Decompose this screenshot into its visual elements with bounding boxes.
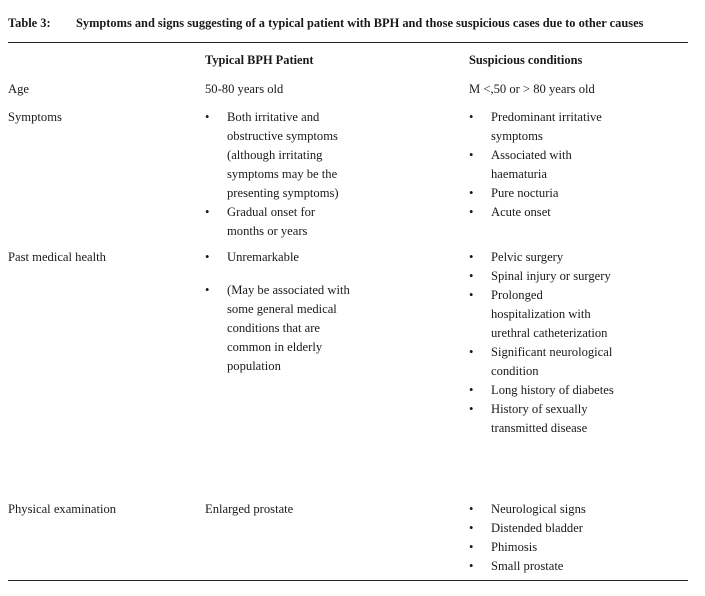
header-suspicious: Suspicious conditions bbox=[469, 53, 583, 67]
list-item: • Small prostate bbox=[469, 557, 679, 576]
past-medical-typical bbox=[205, 248, 355, 376]
bullet-icon: • bbox=[469, 205, 474, 219]
bullet-icon: • bbox=[469, 288, 474, 302]
symptoms-suspicious bbox=[469, 108, 679, 222]
list-item: • Distended bladder bbox=[469, 519, 679, 538]
physical-exam-suspicious bbox=[469, 500, 679, 576]
list-item: • Pelvic surgery bbox=[469, 248, 679, 267]
list-item: • Associated with haematuria bbox=[469, 148, 572, 181]
list-item: • Spinal injury or surgery bbox=[469, 267, 679, 286]
header-typical: Typical BPH Patient bbox=[205, 53, 314, 67]
row-label-past-medical-health: Past medical health bbox=[8, 250, 106, 264]
bullet-icon: • bbox=[469, 521, 474, 535]
bullet-icon: • bbox=[469, 110, 474, 124]
row-label-physical-examination: Physical examination bbox=[8, 502, 117, 516]
past-medical-suspicious bbox=[469, 248, 679, 438]
list-item: • Unremarkable bbox=[205, 248, 355, 267]
bullet-icon: • bbox=[469, 540, 474, 554]
physical-exam-typical: Enlarged prostate bbox=[205, 502, 294, 516]
list-item: • History of sexually transmitted disease bbox=[469, 402, 588, 435]
bullet-icon: • bbox=[469, 345, 474, 359]
bullet-icon: • bbox=[205, 283, 210, 297]
age-suspicious: M <,50 or > 80 years old bbox=[469, 82, 595, 96]
bullet-icon: • bbox=[469, 559, 474, 573]
list-item: • Significant neurological condition bbox=[469, 345, 613, 378]
table-title: Symptoms and signs suggesting of a typical patient with BPH and those suspicious cases due to other causes bbox=[76, 16, 644, 30]
row-label-symptoms: Symptoms bbox=[8, 110, 62, 124]
top-rule bbox=[8, 42, 688, 43]
list-item: • Predominant irritative symptoms bbox=[469, 110, 602, 143]
bullet-icon: • bbox=[205, 110, 210, 124]
list-item: • Prolonged hospitalization with urethral catheterization bbox=[469, 288, 608, 340]
bullet-icon: • bbox=[469, 250, 474, 264]
list-item: • Gradual onset for months or years bbox=[205, 205, 316, 238]
list-item: • Both irritative and obstructive symptoms (although irritating symptoms may be the presenting symptoms) bbox=[205, 110, 339, 200]
symptoms-typical bbox=[205, 108, 355, 241]
bullet-icon: • bbox=[469, 402, 474, 416]
list-item: • (May be associated with some general medical conditions that are common in elderly population bbox=[205, 283, 350, 373]
table-label: Table 3: bbox=[8, 16, 51, 30]
bullet-icon: • bbox=[469, 383, 474, 397]
bullet-icon: • bbox=[205, 250, 210, 264]
bullet-icon: • bbox=[469, 502, 474, 516]
bullet-icon: • bbox=[469, 269, 474, 283]
bottom-rule bbox=[8, 580, 688, 581]
list-item: • Phimosis bbox=[469, 538, 679, 557]
list-item: • Neurological signs bbox=[469, 500, 679, 519]
list-item: • Pure nocturia bbox=[469, 184, 679, 203]
bullet-icon: • bbox=[469, 148, 474, 162]
bullet-icon: • bbox=[205, 205, 210, 219]
list-item: • Acute onset bbox=[469, 203, 679, 222]
age-typical: 50-80 years old bbox=[205, 82, 284, 96]
list-item: • Long history of diabetes bbox=[469, 381, 679, 400]
row-label-age: Age bbox=[8, 82, 29, 96]
bullet-icon: • bbox=[469, 186, 474, 200]
